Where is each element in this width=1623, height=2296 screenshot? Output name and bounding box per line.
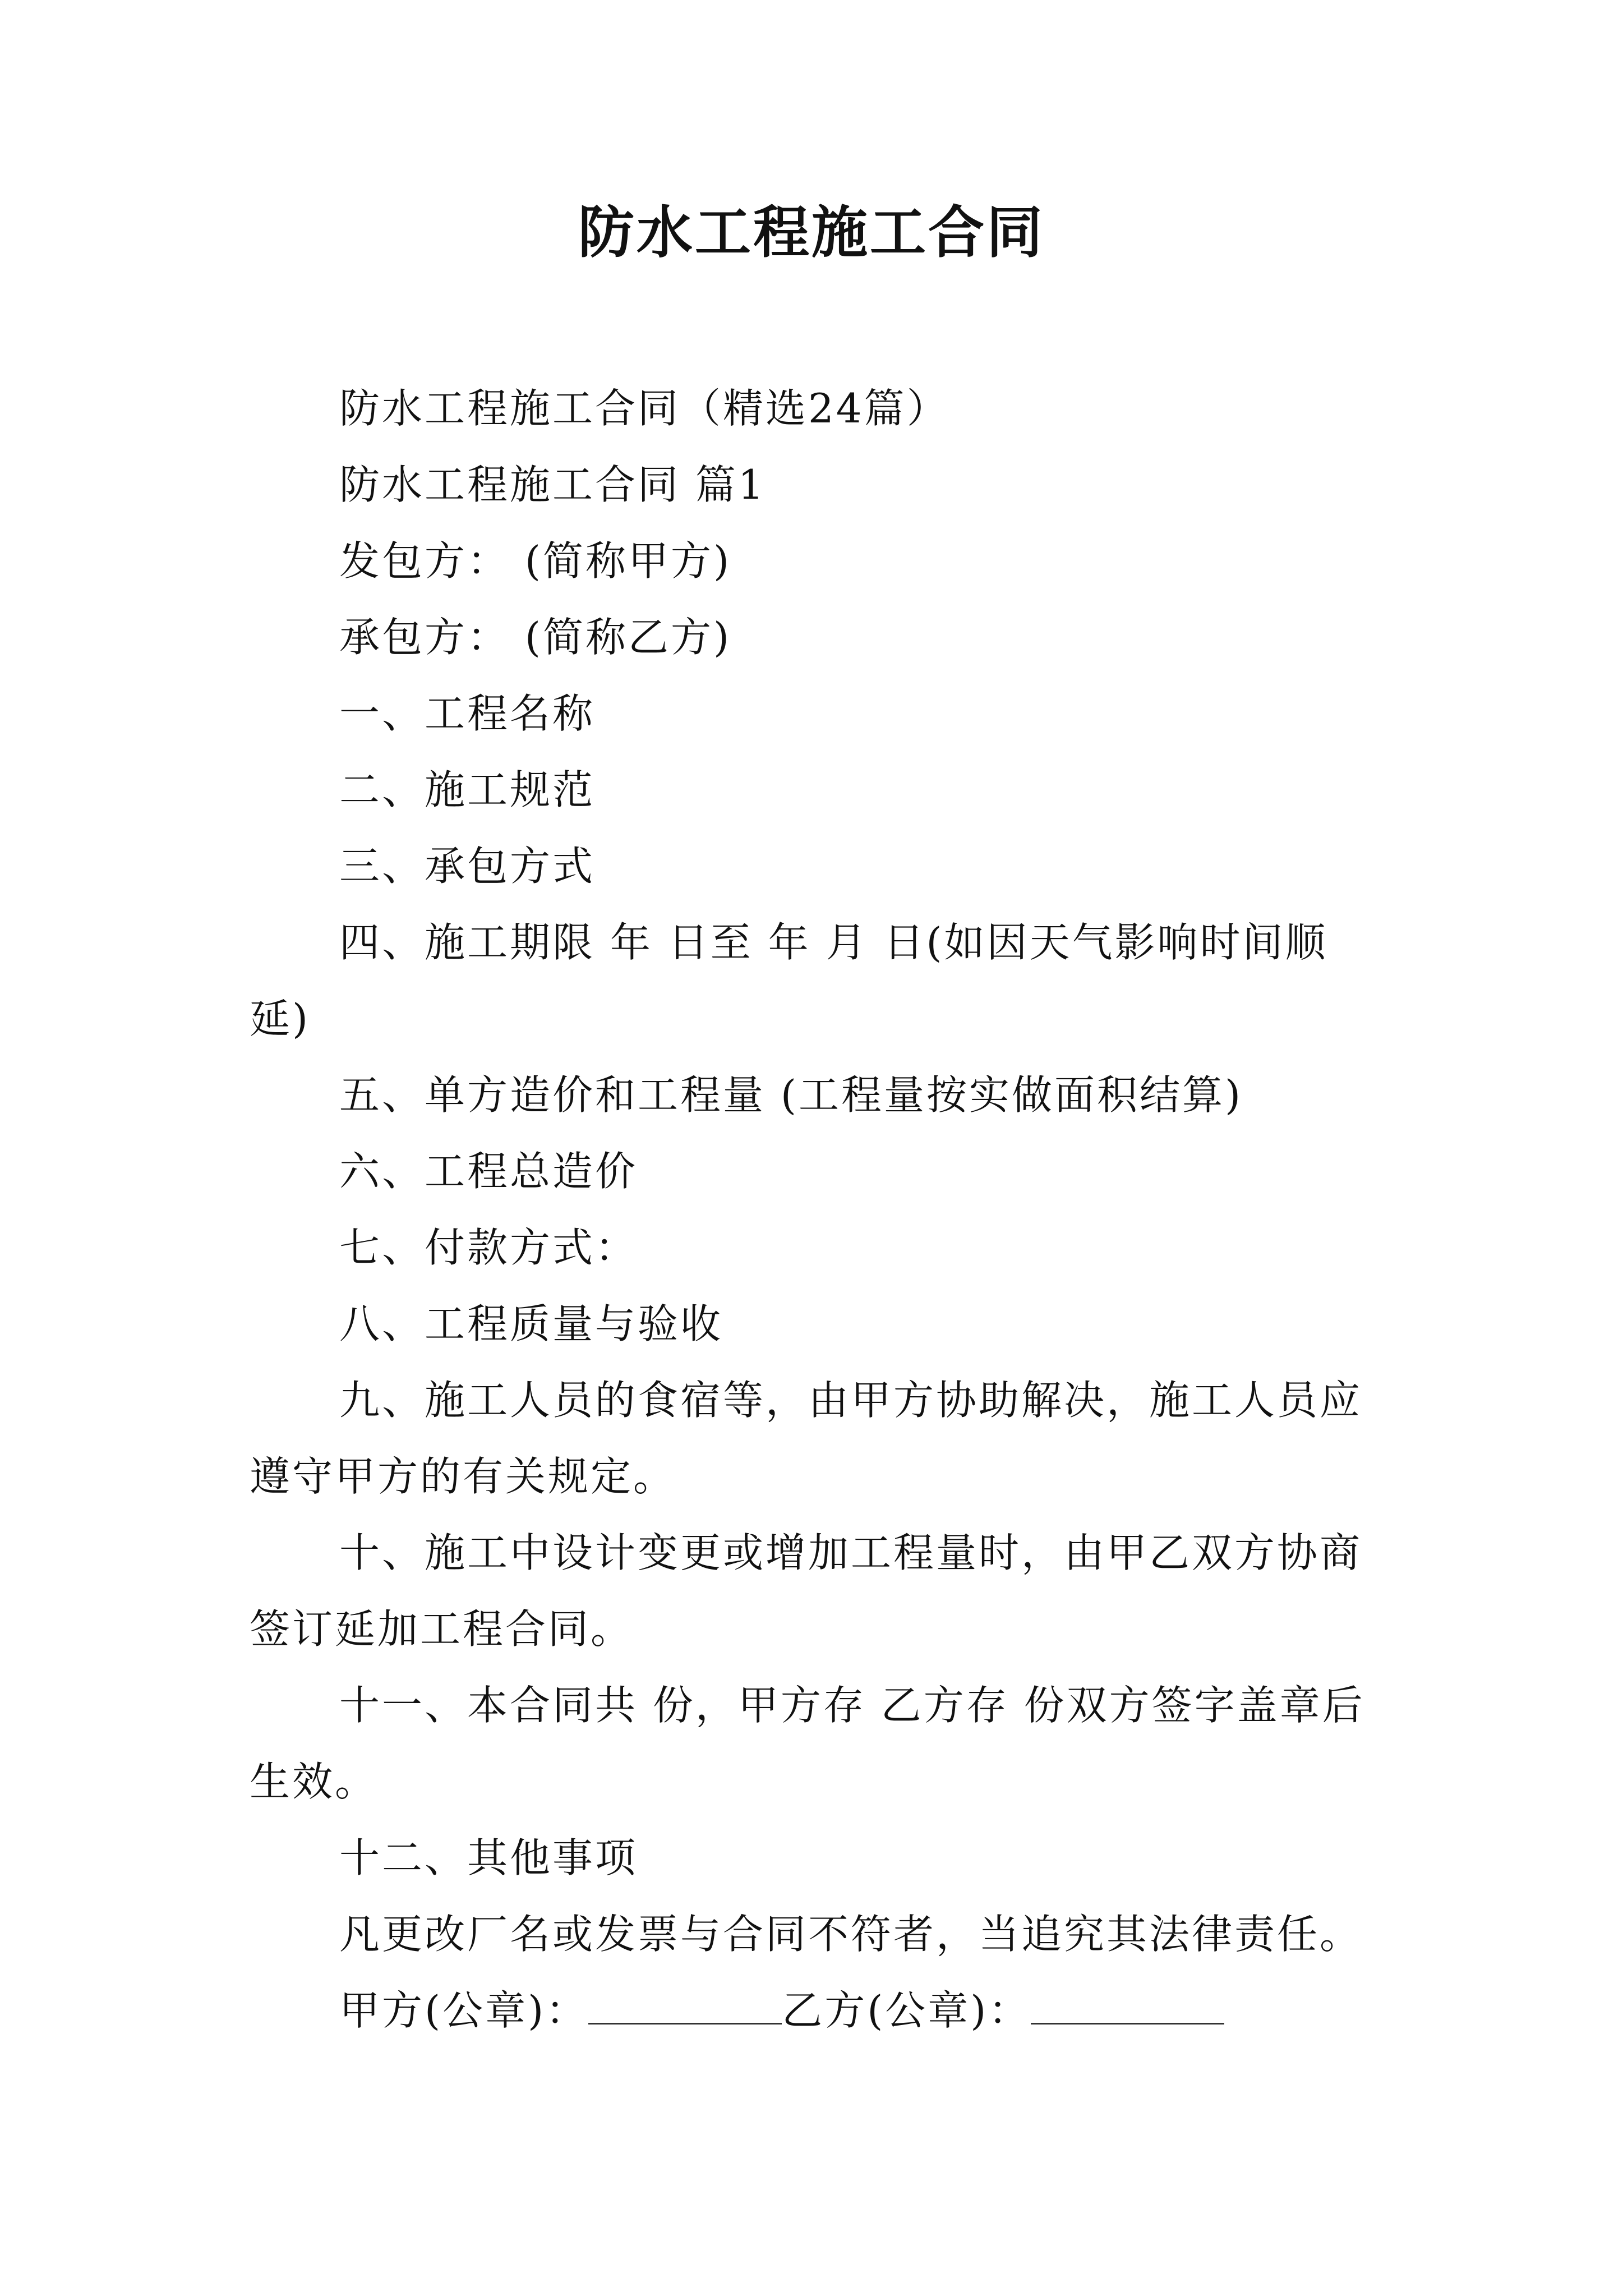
paragraph: 一、工程名称 (339, 690, 596, 737)
party-b-signature-blank (1031, 1989, 1224, 2024)
paragraph: 五、单方造价和工程量 (工程量按实做面积结算) (339, 1071, 1243, 1119)
party-a-seal-label: 甲方(公章)： (339, 1987, 589, 2034)
signature-line (250, 1972, 1388, 2049)
paragraph: 十、施工中设计变更或增加工程量时，由甲乙双方协商签订延加工程合同。 (250, 1529, 1363, 1653)
paragraph: 七、付款方式： (339, 1224, 638, 1271)
document-title: 防水工程施工合同 (578, 200, 1045, 265)
paragraph: 凡更改厂名或发票与合同不符者，当追究其法律责任。 (339, 1911, 1363, 1958)
paragraph: 九、施工人员的食宿等，由甲方协助解决，施工人员应遵守甲方的有关规定。 (250, 1377, 1363, 1500)
paragraph: 十一、本合同共 份，甲方存 乙方存 份双方签字盖章后生效。 (250, 1682, 1365, 1805)
paragraph: 十二、其他事项 (339, 1834, 638, 1881)
paragraph: 三、承包方式 (339, 843, 596, 890)
paragraph: 二、施工规范 (339, 766, 596, 813)
document-body (250, 370, 1388, 2049)
paragraph: 八、工程质量与验收 (339, 1300, 723, 1347)
paragraph: 发包方： (简称甲方) (339, 537, 732, 585)
paragraph: 六、工程总造价 (339, 1148, 638, 1195)
paragraph: 四、施工期限 年 日至 年 月 日(如因天气影响时间顺延) (250, 919, 1328, 1042)
party-b-seal-label: 乙方(公章)： (782, 1987, 1031, 2034)
paragraph: 防水工程施工合同 篇1 (339, 461, 766, 508)
paragraph: 防水工程施工合同（精选24篇） (339, 385, 949, 432)
paragraph: 承包方： (简称乙方) (339, 614, 732, 661)
party-a-signature-blank (588, 1989, 782, 2024)
